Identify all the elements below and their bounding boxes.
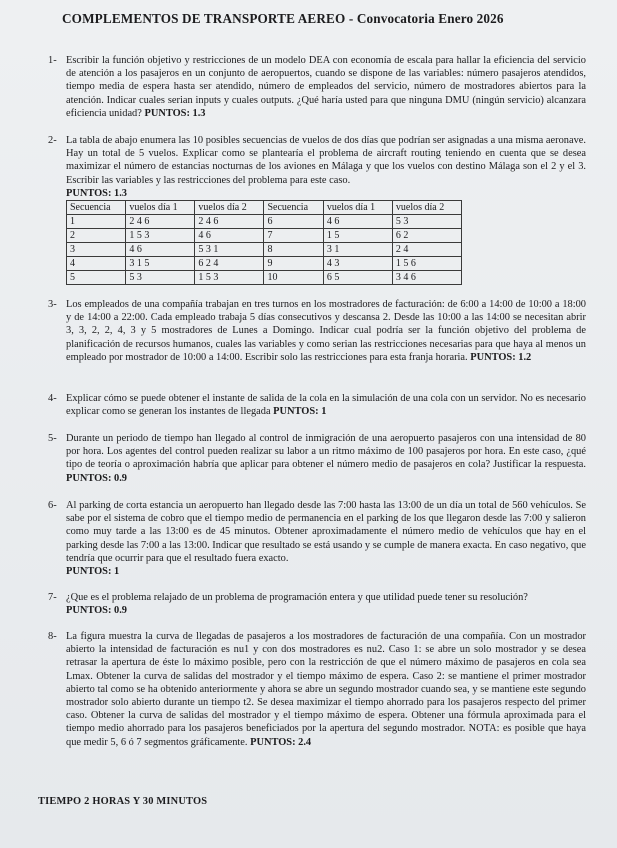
table-row [67,229,462,243]
table-cell: 6 2 4 [195,257,264,271]
table-cell: 10 [264,271,323,285]
exam-title: COMPLEMENTOS DE TRANSPORTE AEREO - Convocatoria Enero 2026 [62,11,504,26]
table-cell: 4 [67,257,126,271]
question-points: PUNTOS: 0.9 [66,472,128,484]
table-cell: 5 3 [126,271,195,285]
table-row [67,271,462,285]
table-cell: 3 [67,243,126,257]
table-cell: 4 6 [126,243,195,257]
table-cell: 1 5 6 [392,257,461,271]
question-text: La tabla de abajo enumera las 10 posibles secuencias de vuelos de dos días que podrían ser asignadas a una misma aeronave. Hay un total de 5 vuelos. Explicar como se plantearía el problema de aircraft routing teniendo en cuenta que se desea maximizar el número de estancias nocturnas de los aviones en Málaga y que los vuelos con destino Málaga son el 2 y el 3. Escribir las variables y las restricciones del problema para este caso. PUNTOS: 1.3 [66,135,586,199]
table-cell: 1 5 3 [195,271,264,285]
question-points: PUNTOS: 1 [66,566,120,578]
table-header: Secuencia [264,201,323,215]
table-cell: 6 5 [323,271,392,285]
question-number: 3- [48,299,57,310]
question-text: Escribir la función objetivo y restricciones de un modelo DEA con economía de escala para hallar la eficiencia del servicio de atención a los pasajeros en un conjunto de aeropuertos, cuando se dispone de las variables: número pasajeros atendidos, tiempo media de espera hasta ser atendido, número de empleados del servicio, número de mostradores abiertos para la atención. Indicar cuales serian inputs y cuales outputs. ¿Qué haría usted para que ninguna DMU (ningún servicio) alcanzara eficiencia unidad? PUNTOS: 1.3 [66,55,586,119]
question-text: Explicar cómo se puede obtener el instante de salida de la cola en la simulación de una cola con un servidor. No es necesario explicar como se generan los instantes de llegada PUNTOS: 1 [66,393,586,418]
table-row [67,215,462,229]
question-text: ¿Que es el problema relajado de un problema de programación entera y que utilidad puede tener su resolución? PUNTOS: 0.9 [66,592,528,617]
question-text: La figura muestra la curva de llegadas de pasajeros a los mostradores de facturación de una compañía. Con un mostrador abierto la intensidad de facturación es nu1 y con dos mostradores es nu2. Caso 1: se abre un solo mostrador y se desea retrasar la apertura de éste lo máximo posible, pero con la restricción de que el número máximo de pasajeros en cola sea Lmax. Obtener la curva de salidas del mostrador y el tiempo máximo de espera. Caso 2: se mantiene el primer mostrador abierto tal como se ha obtenido anteriormente y ahora se abre un segundo mostrador cuando sea, y se mantiene este segundo mostrador solo abierto durante un tiempo t2. Se desea maximizar el tiempo ahorrado para los pasajeros respecto del primer caso. Obtener la curva de salidas del mostrador y el tiempo máximo de espera. Obtener una fórmula aproximada para el tiempo medio ahorrado para los pasajeros beneficiados por la apertura del segundo mostrador. NOTA: es posible que haya que medir 5, 6 ó 7 segmentos gráficamente. PUNTOS: 2.4 [66,631,586,748]
question-number: 8- [48,631,57,642]
table-cell: 5 3 1 [195,243,264,257]
table-cell: 1 5 [323,229,392,243]
table-row [67,243,462,257]
question-text: Los empleados de una compañía trabajan en tres turnos en los mostradores de facturación: de 6:00 a 14:00 de 10:00 a 18:00 y de 14:00 a 22:00. Cada empleado trabaja 5 días consecutivos y descansa 2. Desde las 10:00 a las 14:00 se necesitan abrir 3, 3, 2, 2, 4, 3 y 5 mostradores de Lunes a Domingo. Indicar cual podría ser la función objetivo del problema de planificación de recursos humanos, cuales las variables y como serian las restricciones necesarias para que haya al menos un empleado por mostrador de 10:00 a 14:00. Escribir solo las restricciones para esta franja horaria. PUNTOS: 1.2 [66,299,586,363]
table-cell: 7 [264,229,323,243]
table-header-row [67,201,462,215]
table-cell: 2 4 6 [126,215,195,229]
question-number: 5- [48,433,57,444]
question-number: 2- [48,135,57,146]
question-points: PUNTOS: 1.2 [470,351,532,363]
table-header: Secuencia [67,201,126,215]
table-cell: 4 6 [195,229,264,243]
table-cell: 2 [67,229,126,243]
table-cell: 3 1 [323,243,392,257]
table-header: vuelos día 2 [392,201,461,215]
table-cell: 4 6 [323,215,392,229]
table-cell: 4 3 [323,257,392,271]
question-points: PUNTOS: 1 [273,406,327,418]
table-cell: 2 4 6 [195,215,264,229]
table-cell: 5 3 [392,215,461,229]
sequence-table [66,200,462,285]
table-header: vuelos día 1 [126,201,195,215]
table-cell: 6 [264,215,323,229]
table-cell: 3 1 5 [126,257,195,271]
question-number: 7- [48,592,57,603]
table-cell: 5 [67,271,126,285]
question-text: Durante un periodo de tiempo han llegado al control de inmigración de una aeropuerto pasajeros con una intensidad de 80 por hora. Los agentes del control pueden realizar su labor a un ritmo máximo de 100 pasajeros por hora. En este caso, ¿qué tipo de teoría o aproximación habría que aplicar para obtener el número medio de pasajeros en cola? Justificar la respuesta. PUNTOS: 0.9 [66,433,586,484]
table-cell: 1 5 3 [126,229,195,243]
question-points: PUNTOS: 1.3 [66,187,128,199]
table-header: vuelos día 1 [323,201,392,215]
table-cell: 8 [264,243,323,257]
table-cell: 9 [264,257,323,271]
question-text: Al parking de corta estancia un aeropuerto han llegado desde las 7:00 hasta las 13:00 de un día un total de 560 vehículos. Se sabe por el sistema de cobro que el tiempo medio de permanencia en el parking de los que llegaron desde las 7:00 y salieron como muy tarde a las 13:00 es de 45 minutos. Obtener aproximadamente el número medio de vehículos que hay en el parking desde las 7:00 a las 13:00. Indicar que resultado se está usando y se cumple de manera exacta. En caso negativo, que tendría que ocurrir para que el resultado fuera exacto. PUNTOS: 1 [66,500,586,578]
table-cell: 3 4 6 [392,271,461,285]
table-header: vuelos día 2 [195,201,264,215]
table-cell: 1 [67,215,126,229]
table-row [67,257,462,271]
question-points: PUNTOS: 1.3 [144,107,206,119]
exam-duration: TIEMPO 2 HORAS Y 30 MINUTOS [38,796,208,807]
question-points: PUNTOS: 2.4 [250,736,312,748]
question-number: 6- [48,500,57,511]
table-cell: 6 2 [392,229,461,243]
question-number: 1- [48,55,57,66]
table-cell: 2 4 [392,243,461,257]
question-points: PUNTOS: 0.9 [66,605,128,617]
question-number: 4- [48,393,57,404]
